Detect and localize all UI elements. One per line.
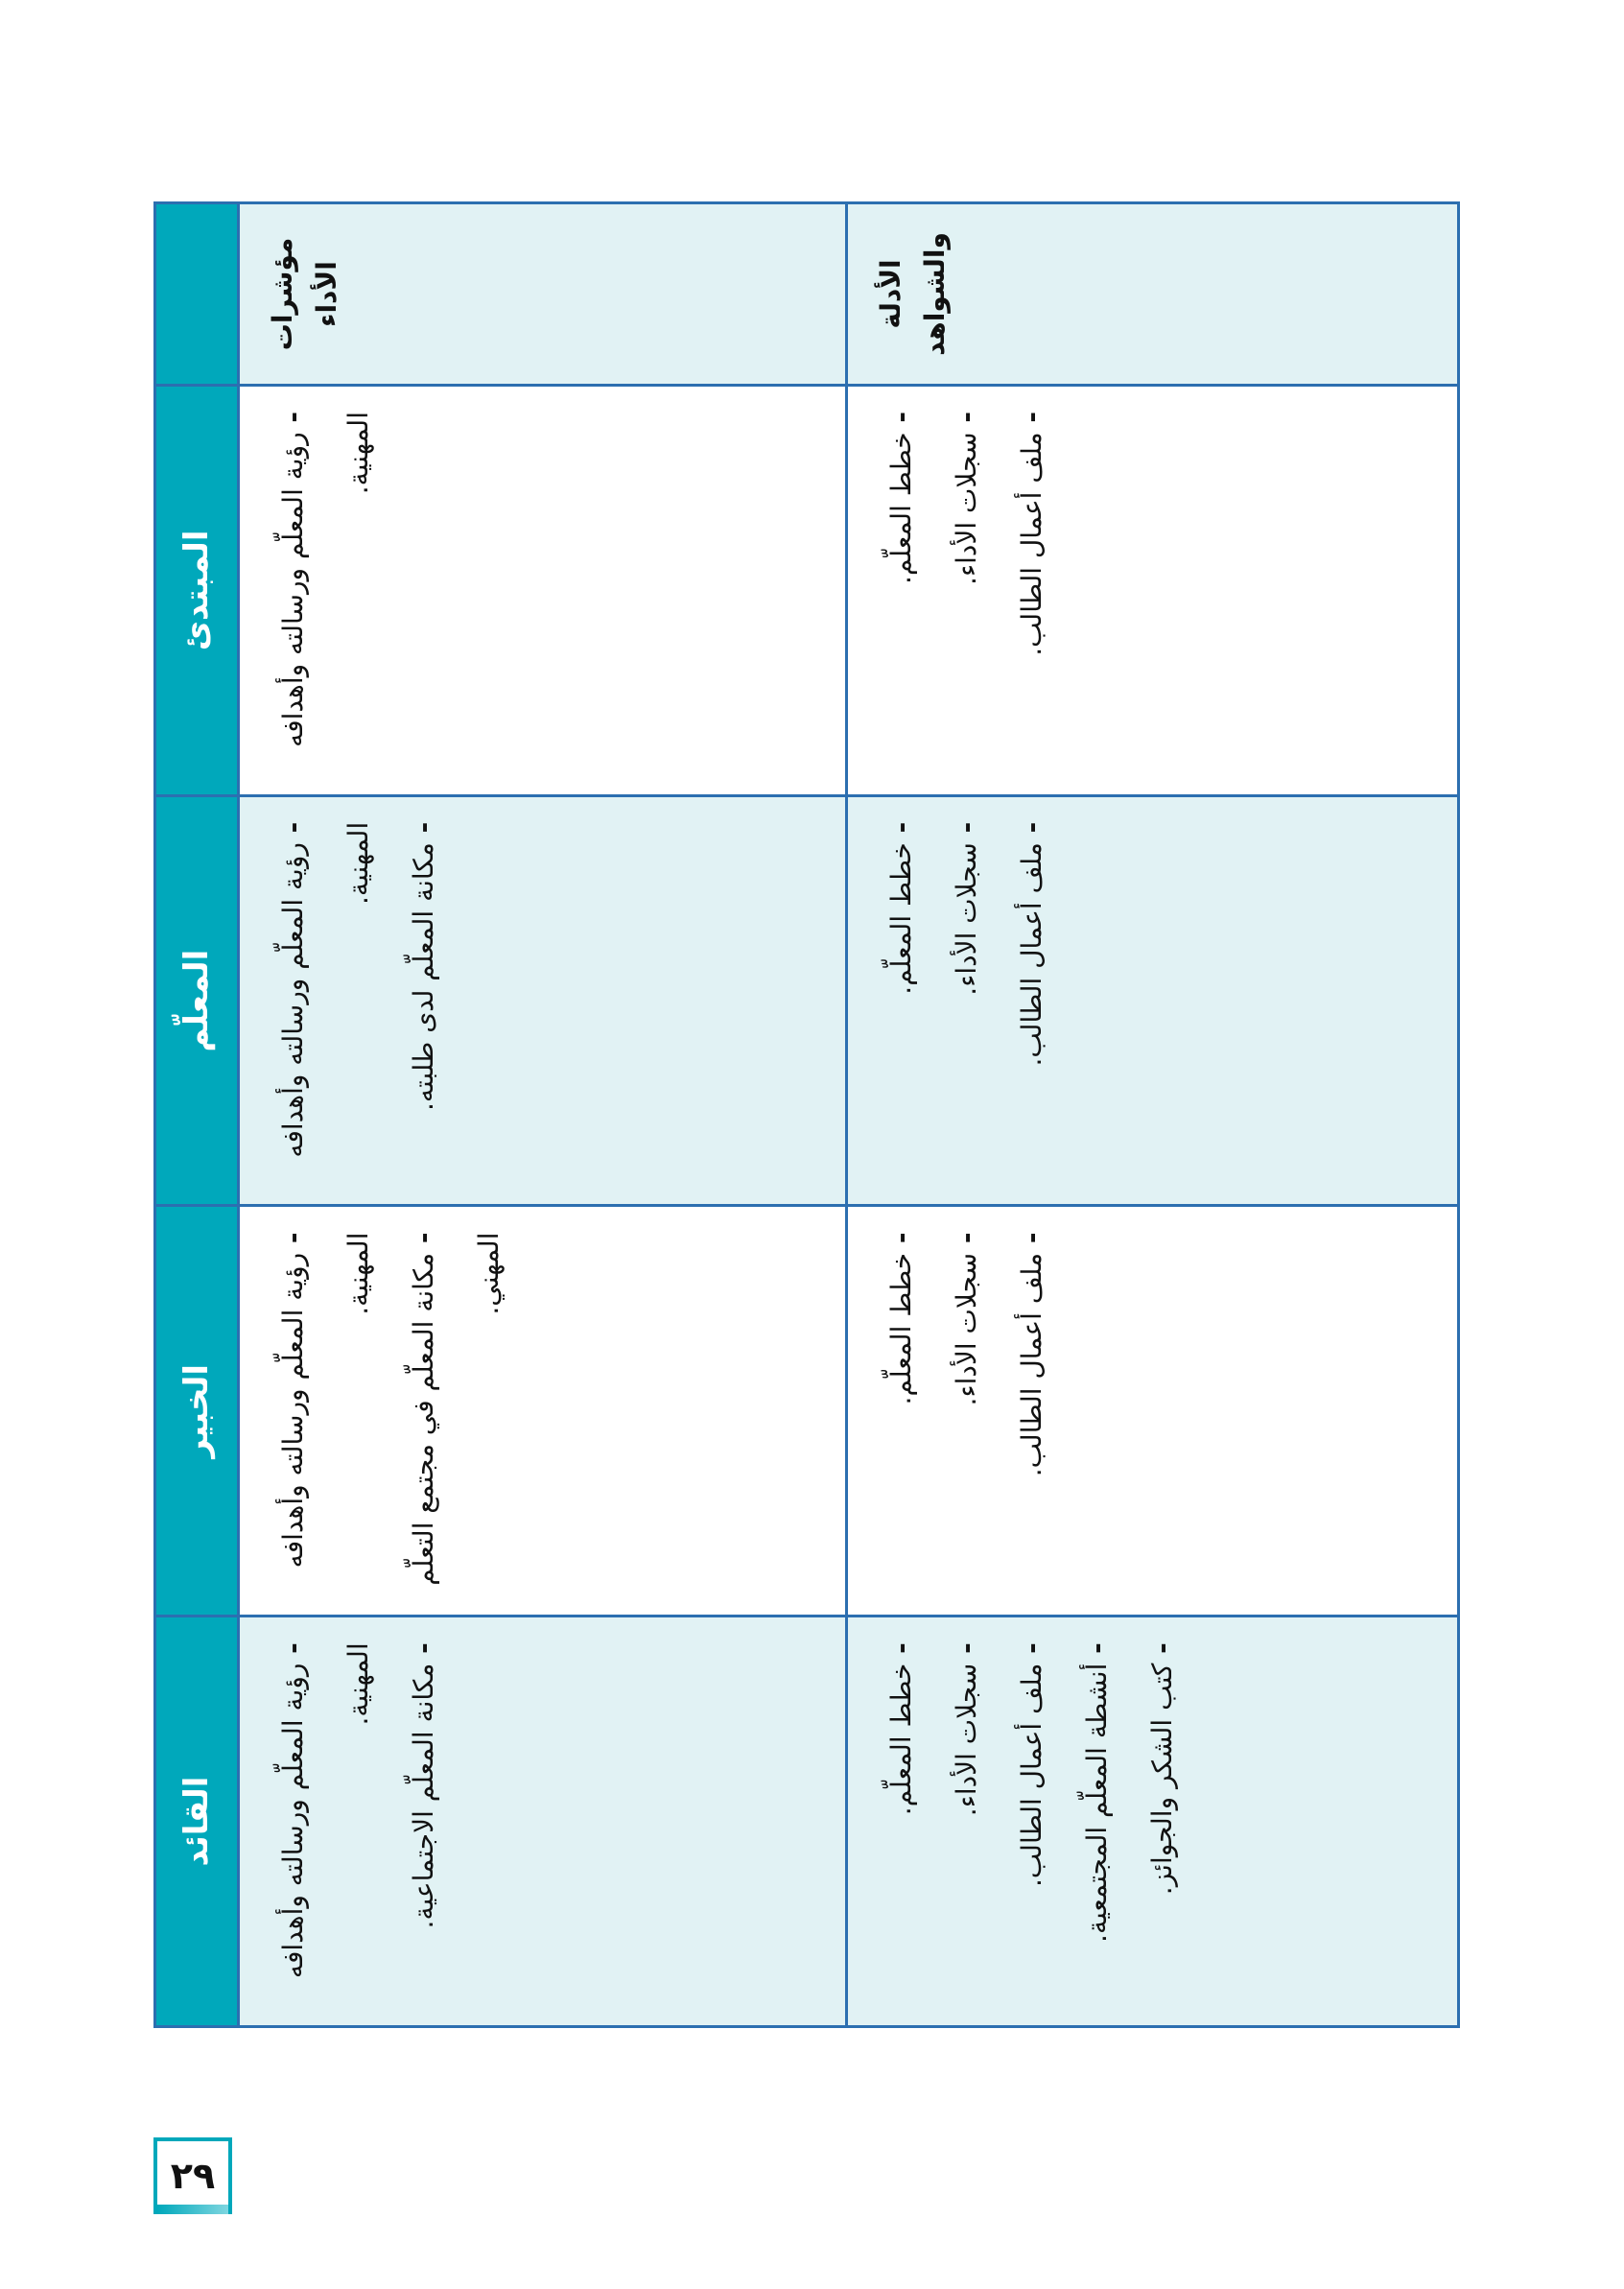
header-level-expert: الخبير (155, 1206, 239, 1616)
list-item: - مكانة المعلّم لدى طلبته. (391, 822, 457, 1180)
cell-evidence-teacher (847, 795, 1459, 1206)
list-item: - مكانة المعلّم في مجتمع التعلّم المهني. (391, 1233, 522, 1591)
list-item: - خطط المعلّم. (869, 1233, 934, 1591)
cell-indicators-beginner (239, 386, 847, 796)
cell-indicators-expert (239, 1206, 847, 1616)
list-item: - ملف أعمال الطالب. (1000, 822, 1065, 1180)
header-level-beginner: المبتدئ (155, 386, 239, 796)
rotated-table-frame (153, 201, 1448, 2028)
table-row-indicators (239, 203, 847, 2027)
row-label-evidence: الأدلة والشواهد (847, 203, 1459, 386)
list-item: - رؤية المعلّم ورسالته وأهدافه المهنية. (261, 1642, 391, 2000)
list-item: - ملف أعمال الطالب. (1000, 412, 1065, 769)
cell-indicators-leader (239, 1616, 847, 2027)
cell-evidence-leader (847, 1616, 1459, 2027)
header-corner (155, 203, 239, 386)
rubric-table-container (153, 201, 1448, 2028)
list-item: - سجلات الأداء. (934, 822, 1000, 1180)
list-item: - ملف أعمال الطالب. (1000, 1642, 1065, 2000)
list-item: - رؤية المعلّم ورسالته وأهدافه المهنية. (261, 412, 391, 769)
row-label-indicators: مؤشرات الأداء (239, 203, 847, 386)
list-item: - كتب الشكر والجوائز. (1130, 1642, 1195, 2000)
table-row-evidence (847, 203, 1459, 2027)
cell-evidence-expert (847, 1206, 1459, 1616)
header-row (155, 203, 239, 2027)
list-item: - رؤية المعلّم ورسالته وأهدافه المهنية. (261, 1233, 391, 1591)
list-item: - خطط المعلّم. (869, 822, 934, 1180)
list-item: - ملف أعمال الطالب. (1000, 1233, 1065, 1591)
cell-indicators-teacher (239, 795, 847, 1206)
header-level-leader: القائد (155, 1616, 239, 2027)
performance-rubric-table (153, 201, 1460, 2028)
cell-evidence-beginner (847, 386, 1459, 796)
list-item: - خطط المعلّم. (869, 412, 934, 769)
list-item: - خطط المعلّم. (869, 1642, 934, 2000)
header-level-teacher: المعلّم (155, 795, 239, 1206)
list-item: - رؤية المعلّم ورسالته وأهدافه المهنية. (261, 822, 391, 1180)
page-number: ٢٩ (153, 2137, 232, 2214)
list-item: - سجلات الأداء. (934, 1642, 1000, 2000)
list-item: - سجلات الأداء. (934, 412, 1000, 769)
list-item: - مكانة المعلّم الاجتماعية. (391, 1642, 457, 2000)
list-item: - سجلات الأداء. (934, 1233, 1000, 1591)
list-item: - أنشطة المعلّم المجتمعية. (1065, 1642, 1130, 2000)
